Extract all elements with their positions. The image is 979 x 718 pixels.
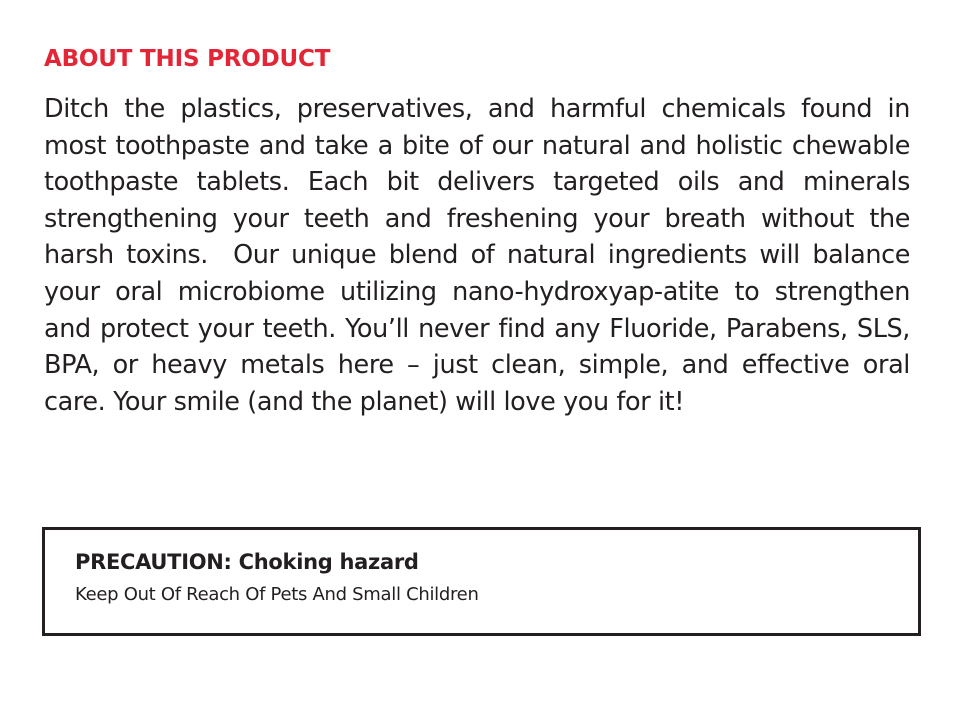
about-product-heading: ABOUT THIS PRODUCT bbox=[44, 46, 331, 72]
precaution-text: Keep Out Of Reach Of Pets And Small Children bbox=[75, 584, 479, 605]
precaution-title: PRECAUTION: Choking hazard bbox=[75, 550, 419, 574]
precaution-box bbox=[42, 527, 921, 636]
product-description: Ditch the plastics, preservatives, and harmful chemicals found in most toothpaste and take a bite of our natural and holistic chewable toothpaste tablets. Each bit delivers targeted oils and minerals strengthening your teeth and freshening your breath without the harsh toxins. Our unique blend of natural ingredients will balance your oral microbiome utilizing nano-hydroxyap-atite to strengthen and protect your teeth. You’ll never find any Fluoride, Parabens, SLS, BPA, or heavy metals here – just clean, simple, and effective oral care. Your smile (and the planet) will love you for it! bbox=[44, 94, 918, 417]
